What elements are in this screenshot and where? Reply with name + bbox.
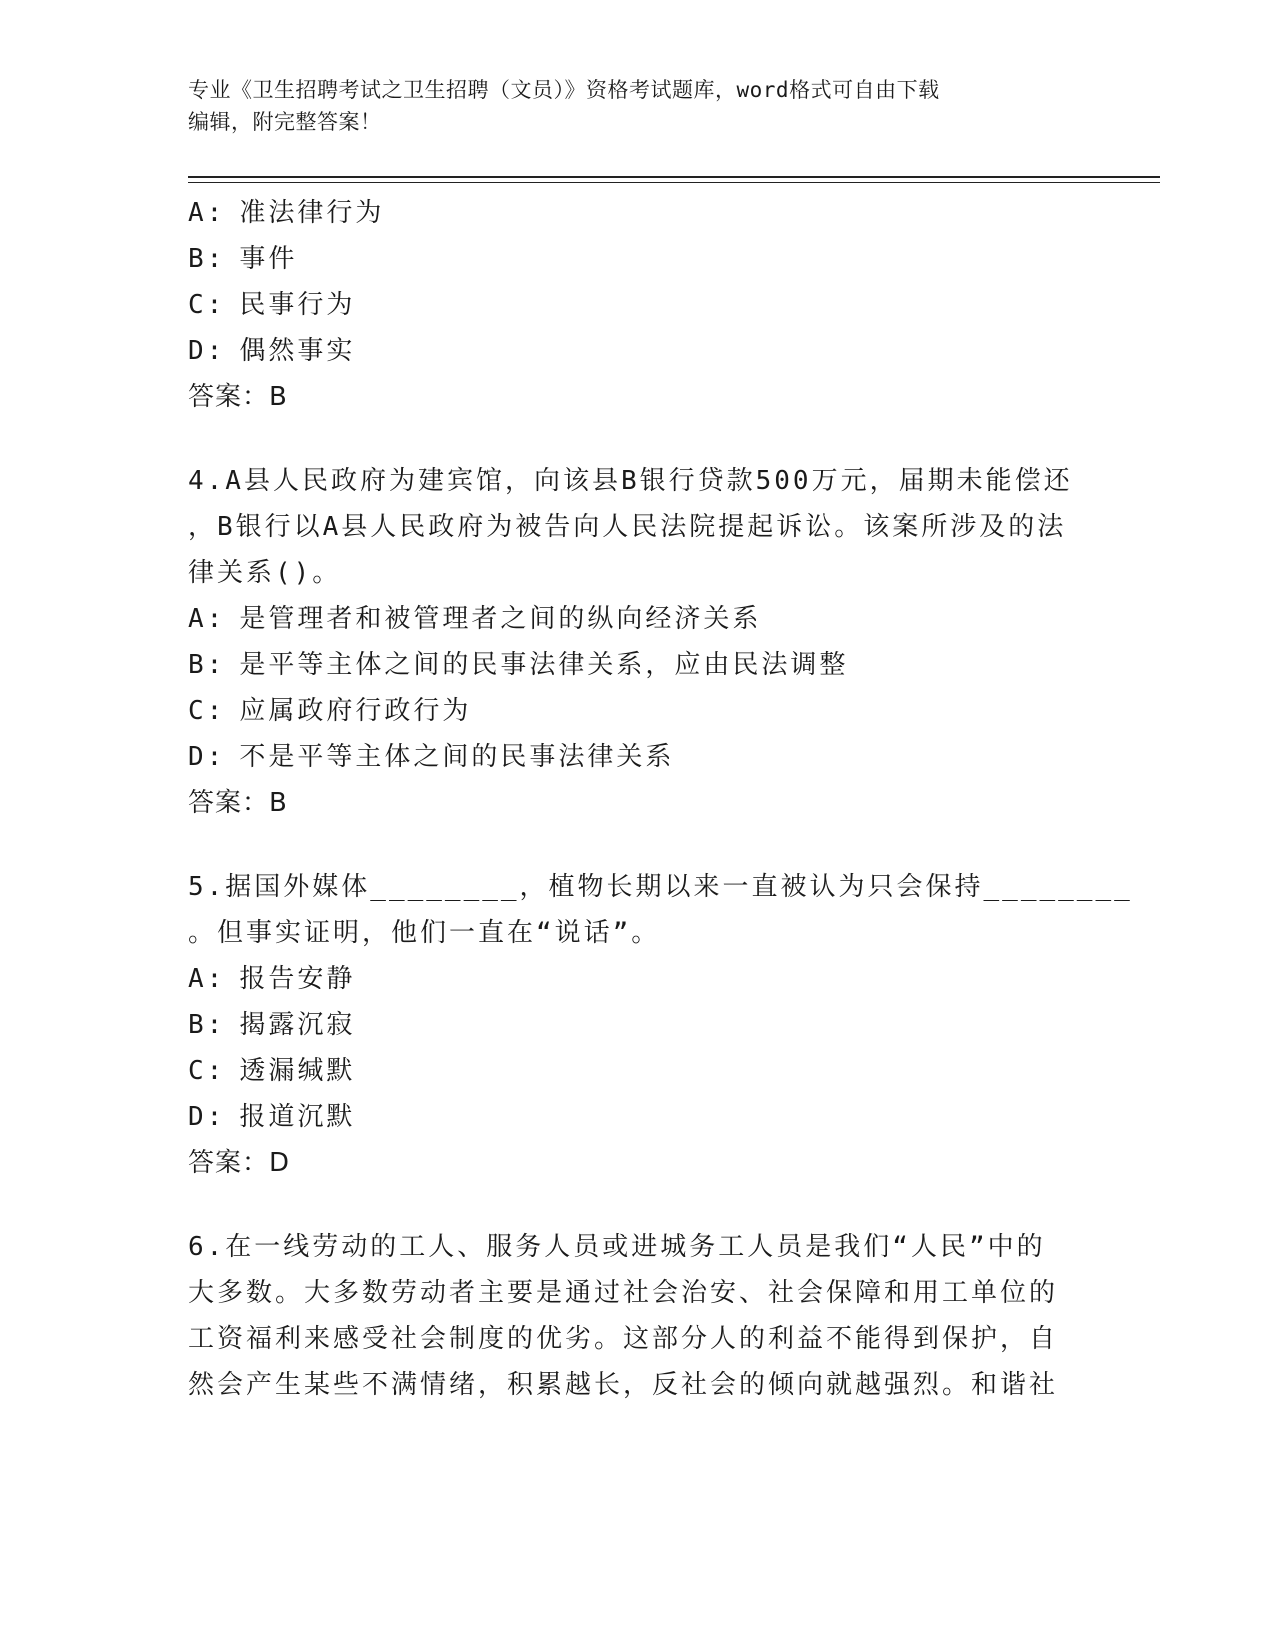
option-label: B:	[188, 1010, 226, 1040]
option-text: 偶然事实	[239, 336, 356, 366]
option-label: C:	[188, 1056, 226, 1086]
option-label: D:	[188, 742, 226, 772]
question-spacer	[188, 420, 1088, 458]
question-list	[188, 190, 1133, 1408]
answer-line: 答案：B	[188, 382, 288, 412]
option-row	[188, 642, 1088, 688]
question-text-line: 4.A县人民政府为建宾馆，向该县B银行贷款500万元，届期未能偿还	[188, 466, 1073, 496]
option-row	[188, 956, 1088, 1002]
option-row	[188, 1002, 1088, 1048]
option-text: 是管理者和被管理者之间的纵向经济关系	[239, 604, 762, 634]
option-text: 揭露沉寂	[239, 1010, 356, 1040]
header-line-1: 专业《卫生招聘考试之卫生招聘（文员）》资格考试题库，word格式可自由下载	[188, 78, 940, 102]
option-row	[188, 688, 1088, 734]
option-text: 民事行为	[239, 290, 356, 320]
option-label: A:	[188, 198, 226, 228]
question-spacer	[188, 826, 1088, 864]
option-row	[188, 734, 1088, 780]
option-text: 不是平等主体之间的民事法律关系	[239, 742, 675, 772]
option-text: 透漏缄默	[239, 1056, 356, 1086]
question-text-line: 。但事实证明，他们一直在“说话”。	[188, 918, 661, 948]
option-text: 应属政府行政行为	[239, 696, 472, 726]
option-row	[188, 236, 1088, 282]
option-label: D:	[188, 336, 226, 366]
question-text-line: 6.在一线劳动的工人、服务人员或进城务工人员是我们“人民”中的	[188, 1232, 1046, 1262]
question-text-line: ，B银行以A县人民政府为被告向人民法院提起诉讼。该案所涉及的法	[188, 512, 1067, 542]
header-line-2: 编辑，附完整答案！	[188, 110, 382, 134]
option-row	[188, 596, 1088, 642]
option-row	[188, 190, 1088, 236]
answer-line: 答案：B	[188, 788, 288, 818]
option-label: A:	[188, 604, 226, 634]
option-label: D:	[188, 1102, 226, 1132]
option-row	[188, 282, 1088, 328]
option-text: 报告安静	[239, 964, 356, 994]
option-label: C:	[188, 290, 226, 320]
option-text: 准法律行为	[239, 198, 385, 228]
page-header	[188, 74, 1068, 138]
question-block	[188, 1224, 1088, 1408]
option-label: B:	[188, 650, 226, 680]
answer-line: 答案：D	[188, 1148, 291, 1178]
option-label: C:	[188, 696, 226, 726]
question-text-line: 律关系()。	[188, 558, 342, 588]
question-block	[188, 190, 1088, 420]
option-row	[188, 328, 1088, 374]
option-text: 是平等主体之间的民事法律关系，应由民法调整	[239, 650, 849, 680]
question-text-line: 5.据国外媒体________，植物长期以来一直被认为只会保持________	[188, 872, 1133, 902]
question-block	[188, 864, 1133, 1186]
question-text-line: 大多数。大多数劳动者主要是通过社会治安、社会保障和用工单位的	[188, 1278, 1059, 1308]
header-divider-thick	[188, 176, 1160, 178]
option-label: A:	[188, 964, 226, 994]
header-divider-thin	[188, 182, 1160, 183]
question-text-line: 工资福利来感受社会制度的优劣。这部分人的利益不能得到保护，自	[188, 1324, 1059, 1354]
option-text: 报道沉默	[239, 1102, 356, 1132]
question-spacer	[188, 1186, 1088, 1224]
question-block	[188, 458, 1088, 826]
option-text: 事件	[239, 244, 298, 274]
option-row	[188, 1094, 1088, 1140]
option-row	[188, 1048, 1088, 1094]
option-label: B:	[188, 244, 226, 274]
question-text-line: 然会产生某些不满情绪，积累越长，反社会的倾向就越强烈。和谐社	[188, 1370, 1059, 1400]
